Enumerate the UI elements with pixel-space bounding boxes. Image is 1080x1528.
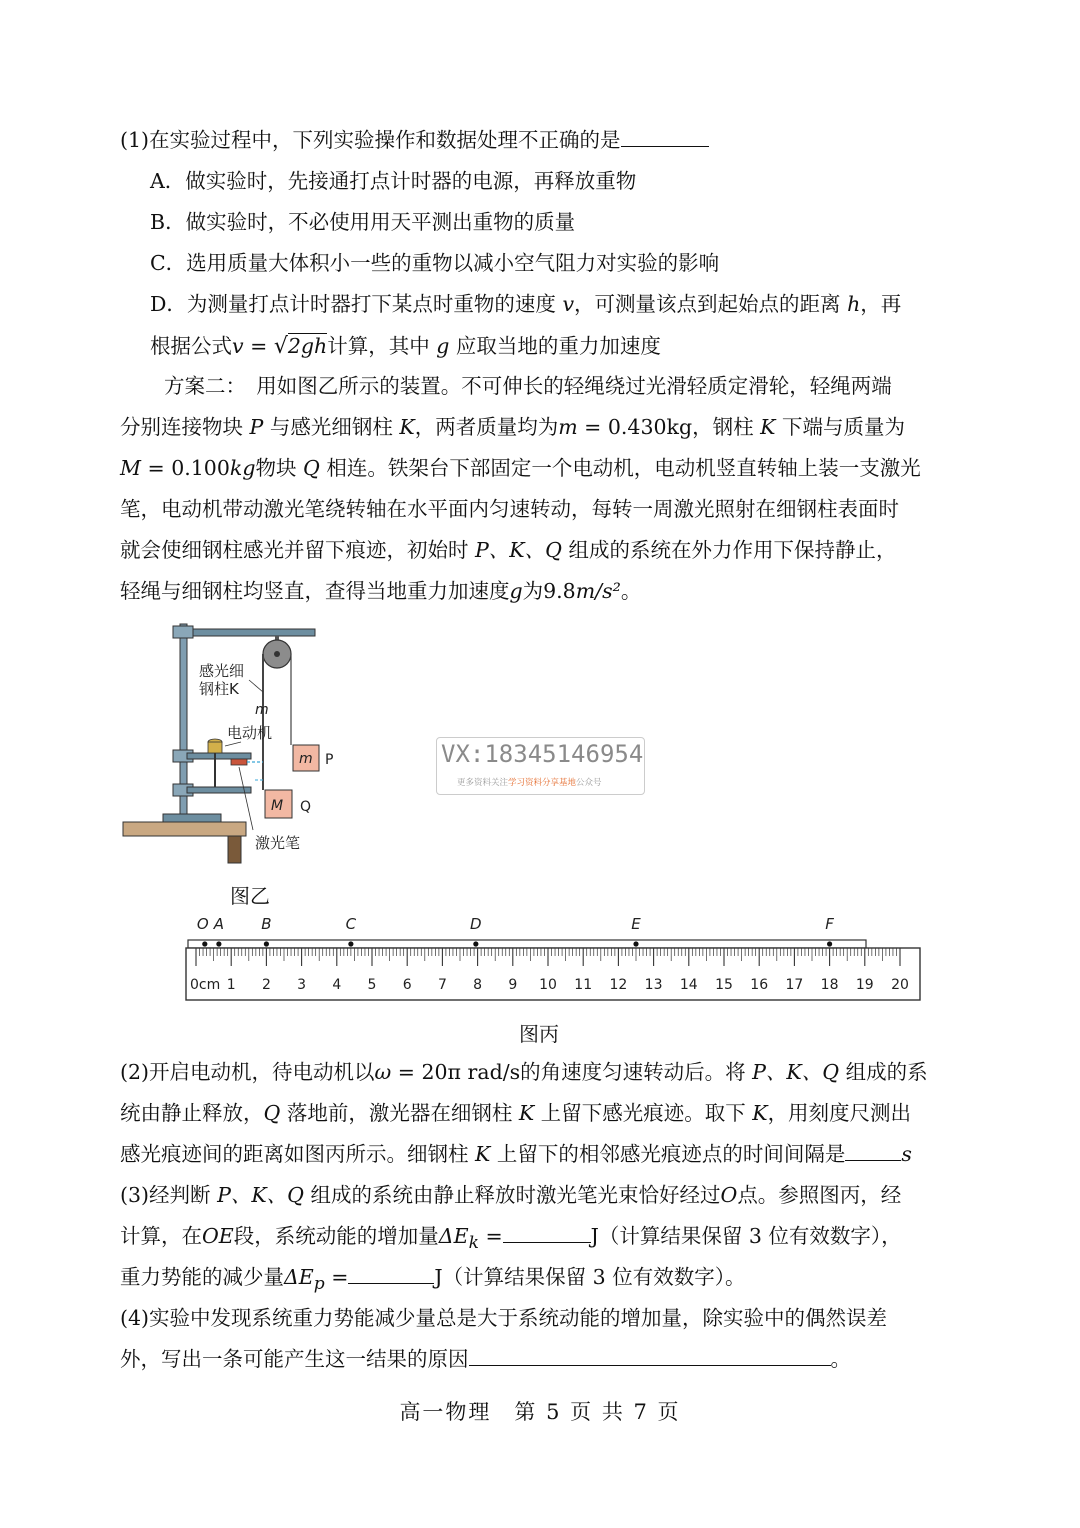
ruler-tick-label: 19: [855, 977, 874, 993]
top-arm: [187, 629, 315, 636]
label-m-rope: m: [255, 702, 269, 718]
label-block-q-mass: M: [271, 798, 284, 814]
ruler-tick-label: 15: [715, 977, 733, 993]
q1-option-b: B．做实验时，不必使用用天平测出重物的质量: [150, 210, 576, 234]
answer-blank[interactable]: [469, 1345, 831, 1366]
figure-bing-caption: 图丙: [519, 1022, 559, 1046]
answer-blank[interactable]: [503, 1222, 591, 1243]
label-k-line1: 感光细: [199, 662, 245, 680]
trace-point-c: [348, 941, 353, 946]
page-footer: 高一物理 第 5 页 共 7 页: [399, 1400, 681, 1424]
ruler-tick-label: 8: [473, 977, 483, 993]
trace-point-label-b: B: [261, 915, 272, 933]
watermark-subtext: 更多资料关注学习资料分享基地公众号: [457, 778, 602, 788]
trace-point-label-d: D: [470, 915, 482, 933]
plan2-line2: 分别连接物块 P 与感光细钢柱 K，两者质量均为m = 0.430kg，钢柱 K 下端与质量为: [120, 415, 905, 439]
trace-point-label-e: E: [631, 915, 641, 933]
plan2-line3: M = 0.100kg物块 Q 相连。铁架台下部固定一个电动机，电动机竖直转轴上装一支激光: [120, 456, 921, 480]
q1-stem: (1)在实验过程中，下列实验操作和数据处理不正确的是: [120, 126, 709, 154]
ruler-tick-label: 11: [574, 977, 593, 993]
figure-yi-apparatus: [115, 612, 334, 867]
q2-line2: 统由静止释放，Q 落地前，激光器在细钢柱 K 上留下感光痕迹。取下 K，用刻度尺测出: [120, 1101, 912, 1125]
q4-line1: (4)实验中发现系统重力势能减少量总是大于系统动能的增加量，除实验中的偶然误差: [120, 1306, 888, 1330]
trace-point-f: [827, 941, 832, 946]
q1-option-d-line2: 根据公式v = √2gh计算，其中 g 应取当地的重力加速度: [150, 334, 661, 359]
laser-pen: [231, 759, 247, 765]
watermark-text: VX:18345146954: [441, 740, 644, 768]
q3-line1: (3)经判断 P、K、Q 组成的系统由静止释放时激光笔光束恰好经过O点。参照图丙，经: [120, 1183, 902, 1207]
label-laser: 激光笔: [255, 834, 301, 852]
q3-line3: 重力势能的减少量$\Delta E_p = J$（计算结果保留 3 位有效数字）。: [120, 1265, 746, 1295]
q3-line2: 计算，在OE段，系统动能的增加量$\Delta E_k = J$（计算结果保留 3 位有效数字），: [120, 1224, 902, 1254]
label-k-line2: 钢柱K: [199, 680, 239, 698]
ruler-tick-label: 1: [226, 977, 236, 993]
figure-bing-ruler: [180, 910, 930, 1010]
q1-option-a: A．做实验时，先接通打点计时器的电源，再释放重物: [150, 169, 637, 193]
ruler-tick-label: 12: [609, 977, 628, 993]
plan2-line6: 轻绳与细钢柱均竖直，查得当地重力加速度g为9.8m/s²。: [120, 579, 642, 603]
label-block-p-mass: m: [299, 751, 313, 767]
clamp-top: [173, 626, 193, 638]
ruler-tick-label: 4: [332, 977, 342, 993]
ruler-tick-label: 9: [508, 977, 518, 993]
trace-point-d: [473, 941, 478, 946]
trace-point-o: [202, 941, 207, 946]
motor-body: [208, 742, 222, 753]
motor-arm: [187, 753, 251, 759]
ruler-tick-label: 2: [261, 977, 271, 993]
steel-strip: [188, 940, 866, 948]
ruler-tick-label: 13: [644, 977, 663, 993]
watermark: [436, 737, 645, 795]
answer-blank[interactable]: [845, 1140, 901, 1161]
q4-line2: 外，写出一条可能产生这一结果的原因 。: [120, 1347, 851, 1371]
ruler-tick-label: 6: [402, 977, 412, 993]
trace-point-b: [264, 941, 269, 946]
plan2-line5: 就会使细钢柱感光并留下痕迹，初始时 P、K、Q 组成的系统在外力作用下保持静止，: [120, 538, 897, 562]
q1-option-c: C．选用质量大体积小一些的重物以减小空气阻力对实验的影响: [150, 251, 720, 275]
plan2-line1: 方案二： 用如图乙所示的装置。不可伸长的轻绳绕过光滑轻质定滑轮，轻绳两端: [164, 374, 892, 398]
label-p: P: [325, 752, 334, 768]
trace-point-label-o: O: [196, 915, 209, 933]
ruler-tick-label: 10: [539, 977, 557, 993]
q2-line1: (2)开启电动机，待电动机以ω = 20π rad/s的角速度匀速转动后。将 P、K、Q 组成的系: [120, 1060, 928, 1084]
ruler-tick-label: 5: [367, 977, 377, 993]
figure-yi-caption: 图乙: [230, 884, 270, 908]
label-q: Q: [300, 799, 312, 815]
trace-point-label-c: C: [345, 915, 357, 933]
q1-option-d-line1: D．为测量打点计时器打下某点时重物的速度 v，可测量该点到起始点的距离 h，再: [150, 292, 902, 316]
stand-base: [163, 814, 221, 822]
answer-blank[interactable]: [621, 126, 709, 147]
ruler-tick-label: 3: [297, 977, 307, 993]
trace-point-label-a: A: [213, 915, 225, 933]
label-motor: 电动机: [227, 724, 273, 742]
trace-point-label-f: F: [825, 915, 834, 933]
ruler-unit-label: 0cm: [190, 977, 221, 993]
leader-k: [249, 680, 263, 692]
table-leg: [228, 836, 241, 863]
plan2-line4: 笔，电动机带动激光笔绕转轴在水平面内匀速转动，每转一周激光照射在细钢柱表面时: [120, 497, 899, 521]
ruler-tick-label: 14: [679, 977, 698, 993]
trace-point-a: [216, 941, 221, 946]
trace-point-e: [633, 941, 638, 946]
leader-motor: [225, 742, 241, 746]
ruler-tick-label: 18: [820, 977, 839, 993]
ruler-tick-label: 17: [785, 977, 804, 993]
pulley-axle: [274, 651, 280, 657]
leader-laser: [239, 767, 253, 830]
table-top: [123, 822, 246, 836]
ruler-tick-label: 16: [750, 977, 769, 993]
q2-line3: 感光痕迹间的距离如图丙所示。细钢柱 K 上留下的相邻感光痕迹点的时间间隔是 s: [120, 1142, 912, 1166]
ruler-tick-label: 7: [437, 977, 447, 993]
ruler-tick-label: 20: [891, 977, 909, 993]
lower-arm: [187, 787, 251, 793]
answer-blank[interactable]: [348, 1263, 434, 1284]
